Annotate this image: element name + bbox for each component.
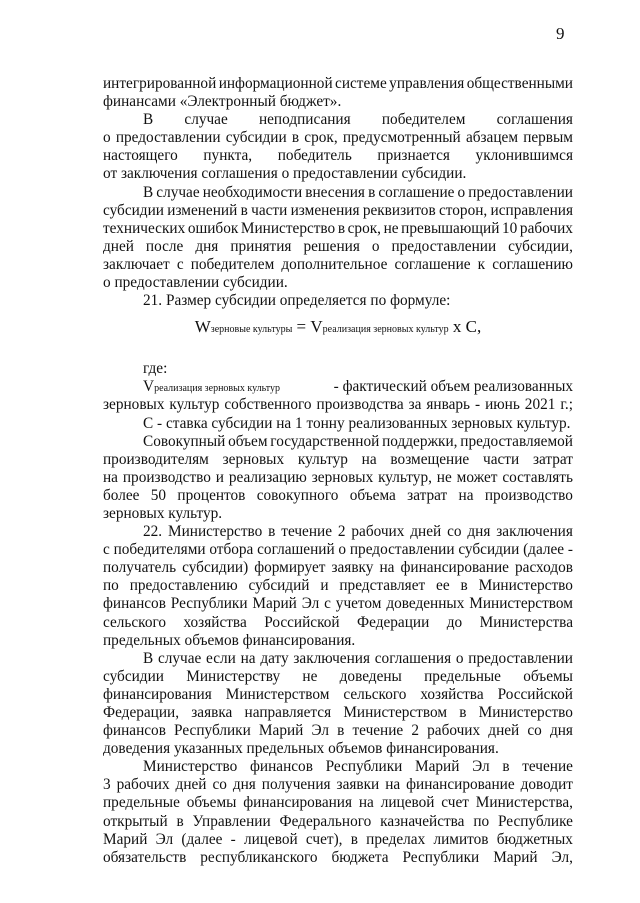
def-v-symbol: V [143, 378, 155, 396]
paragraph-2 [103, 111, 573, 183]
text-line: от заключения соглашения о предоставлении субсидии. [103, 165, 467, 183]
paragraph-6 [103, 523, 573, 650]
text-line: Марий Эл (далее - лицевой счет), в пределах лимитов бюджетных [103, 830, 573, 848]
text-line: Министерство финансов Республики Марий Эл в течение [143, 758, 573, 776]
document-body [103, 75, 573, 867]
text-line: финансов Республики Марий Эл с учетом доведенных Министерством [103, 595, 573, 613]
text-line: В случае необходимости внесения в соглашение о предоставлении [143, 183, 573, 201]
text-line: финансирования Министерством сельского хозяйства Российской [103, 685, 573, 703]
text-line: 22. Министерство в течение 2 рабочих дней со дня заключения [143, 523, 573, 541]
text-line: открытый в Управлении Федерального казначейства по Республике [103, 812, 573, 830]
text-line: сельского хозяйства Российской Федерации до Министерства [103, 613, 573, 631]
formula-rest: х С, [448, 317, 482, 337]
text-line: обязательств республиканского бюджета Республики Марий Эл, [103, 848, 573, 866]
text-line: о предоставлении субсидии в срок, предусмотренный абзацем первым [103, 129, 573, 147]
def-v-text: - фактический объем реализованных [333, 378, 573, 396]
text-line: В случае если на дату заключения соглашения о предоставлении [143, 649, 573, 667]
text-line: В случае неподписания победителем соглашения [143, 111, 573, 129]
text-line: 3 рабочих дней со дня получения заявки на финансирование доводит [103, 776, 573, 794]
paragraph-7 [103, 650, 573, 759]
text-line: дней после дня принятия решения о предоставлении субсидии, [103, 237, 573, 255]
paragraph-8 [103, 758, 573, 867]
text-line: настоящего пункта, победитель признается уклонившимся [103, 147, 573, 165]
formula-v: V [310, 317, 323, 337]
text-line: Совокупный объем государственной поддержки, предоставляемой [143, 432, 573, 450]
page-number: 9 [556, 24, 565, 43]
definition-c: С - ставка субсидии на 1 тонну реализованных зерновых культур. [143, 414, 571, 432]
text-line: субсидии изменений в части изменения реквизитов сторон, исправления [103, 201, 573, 219]
text-line: предельные объемы финансирования на лицевой счет Министерства, [103, 794, 573, 812]
text-line: о предоставлении субсидии. [103, 274, 288, 292]
paragraph-3 [103, 184, 573, 293]
def-v-subscript: реализация зерновых культур [154, 383, 281, 395]
clause-21: 21. Размер субсидии определяется по формуле: [143, 292, 451, 310]
text-line: заключает с победителем дополнительное соглашение к соглашению [103, 255, 573, 273]
text-line [103, 378, 573, 396]
paragraph-5 [103, 433, 573, 523]
text-line: финансов Республики Марий Эл в течение 2 рабочих дней со дня [103, 722, 573, 740]
formula-w-subscript: зерновые культуры [210, 324, 293, 336]
formula-v-subscript: реализация зерновых культур [322, 324, 449, 336]
text-line: по предоставлению субсидий и представляет ее в Министерство [103, 577, 573, 595]
subsidy-formula [103, 318, 573, 340]
text-line: интегрированной информационной системе управления общественными [103, 75, 573, 92]
formula-w: W [194, 317, 211, 337]
text-line: производителям зерновых культур на возмещение части затрат [103, 450, 573, 468]
formula-equals: = [292, 317, 311, 337]
text-line: Федерации, заявка направляется Министерством в Министерство [103, 704, 573, 721]
text-line: получатель субсидии) формирует заявку на финансирование расходов [103, 559, 573, 577]
text-line: доведения указанных предельных объемов финансирования. [103, 740, 499, 758]
text-line: на производство и реализацию зерновых культур, не может составлять [103, 468, 573, 486]
text-line: финансами «Электронный бюджет». [103, 93, 342, 111]
paragraph-1 [103, 75, 573, 111]
definition-v [103, 378, 573, 414]
text-line: зерновых культур собственного производства за январь - июнь 2021 г.; [103, 396, 573, 414]
text-line: более 50 процентов совокупного объема затрат на производство [103, 486, 573, 504]
text-line: субсидии Министерству не доведены предельные объемы [103, 667, 573, 685]
text-line: предельных объемов финансирования. [103, 631, 356, 649]
where-label: где: [143, 360, 168, 378]
text-line: технических ошибок Министерство в срок, не превышающий 10 рабочих [103, 219, 573, 237]
text-line: с победителями отбора соглашений о предоставлении субсидии (далее - [103, 541, 573, 559]
text-line: зерновых культур. [103, 504, 223, 522]
